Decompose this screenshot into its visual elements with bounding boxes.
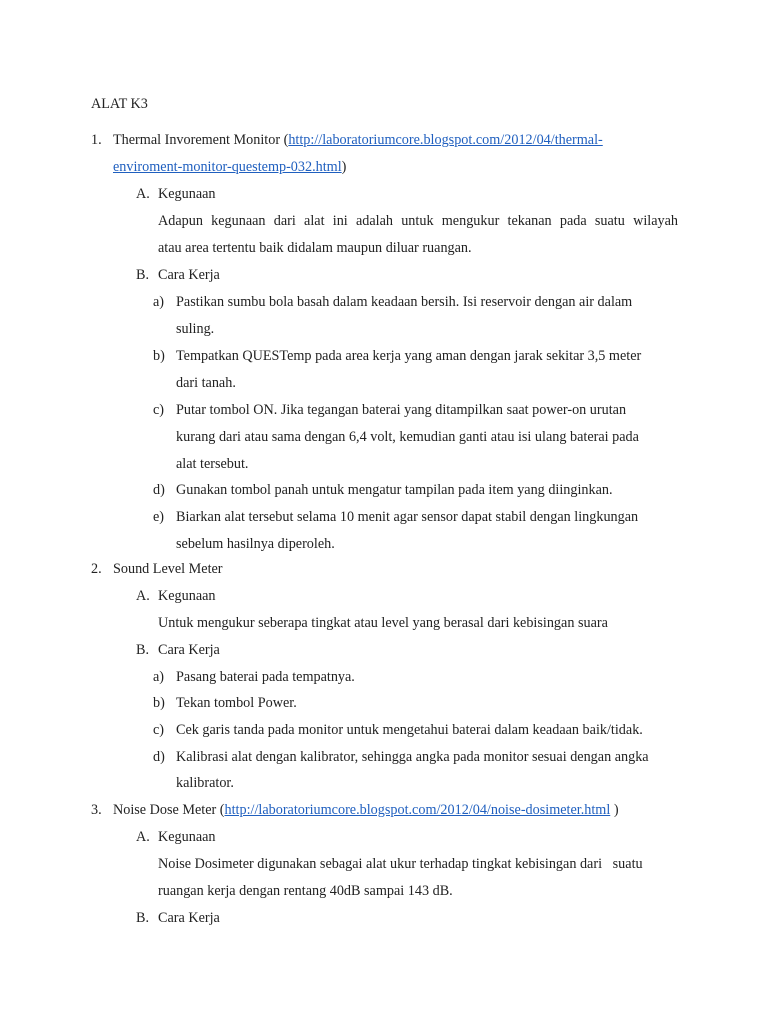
item-3-a-text-line1: Noise Dosimeter digunakan sebagai alat ukur terhadap tingkat kebisingan dari suatu (158, 856, 643, 872)
item-3-a-marker: A. (136, 829, 150, 845)
item-1-step-c-line3: alat tersebut. (176, 456, 249, 472)
item-3-heading (113, 801, 619, 819)
item-2-step-c-marker: c) (153, 722, 165, 738)
item-1-step-e-line1: Biarkan alat tersebut selama 10 menit agar sensor dapat stabil dengan lingkungan (176, 509, 639, 525)
item-1-step-c-line2: kurang dari atau sama dengan 6,4 volt, kemudian ganti atau isi ulang baterai pada (176, 429, 639, 445)
item-1-step-e-line2: sebelum hasilnya diperoleh. (176, 536, 335, 552)
item-3-number: 3. (91, 802, 102, 818)
item-1-step-a-marker: a) (153, 294, 165, 310)
item-3-a-text-line2: ruangan kerja dengan rentang 40dB sampai 143 dB. (158, 883, 453, 899)
item-2-step-a-line1: Pasang baterai pada tempatnya. (176, 669, 355, 685)
item-1-a-text-line1: Adapun kegunaan dari alat ini adalah untuk mengukur tekanan pada suatu wilayah (158, 213, 678, 229)
item-1-step-c-line1: Putar tombol ON. Jika tegangan baterai yang ditampilkan saat power-on urutan (176, 402, 627, 418)
item-2-step-d-marker: d) (153, 749, 165, 765)
item-2-step-c-line1: Cek garis tanda pada monitor untuk mengetahui baterai dalam keadaan baik/tidak. (176, 722, 643, 738)
item-1-a-text-line2: atau area tertentu baik didalam maupun diluar ruangan. (158, 240, 472, 256)
item-2-a-text-line1: Untuk mengukur seberapa tingkat atau level yang berasal dari kebisingan suara (158, 615, 608, 631)
item-3-a-label: Kegunaan (158, 829, 216, 845)
document-title: ALAT K3 (91, 96, 148, 112)
item-1-step-c-marker: c) (153, 402, 165, 418)
item-1-link-part2[interactable]: enviroment-monitor-questemp-032.html (113, 159, 342, 175)
item-1-step-b-line1: Tempatkan QUESTemp pada area kerja yang aman dengan jarak sekitar 3,5 meter (176, 348, 642, 364)
item-1-step-a-line2: suling. (176, 321, 215, 337)
item-2-number: 2. (91, 561, 102, 577)
item-1-name: Thermal Invorement Monitor ( (113, 132, 289, 148)
item-1-b-marker: B. (136, 267, 150, 283)
item-3-b-label: Cara Kerja (158, 910, 220, 926)
item-1-a-label: Kegunaan (158, 186, 216, 202)
item-1-b-label: Cara Kerja (158, 267, 220, 283)
item-2-step-a-marker: a) (153, 669, 165, 685)
item-1-step-b-line2: dari tanah. (176, 375, 236, 391)
item-3-close-paren: ) (610, 802, 619, 818)
item-3-b-marker: B. (136, 910, 150, 926)
item-1-number: 1. (91, 132, 102, 148)
item-2-step-d-line1: Kalibrasi alat dengan kalibrator, sehingga angka pada monitor sesuai dengan angka (176, 749, 649, 765)
item-2-a-label: Kegunaan (158, 588, 216, 604)
item-2-name: Sound Level Meter (113, 561, 223, 577)
item-1-step-e-marker: e) (153, 509, 165, 525)
item-1-heading-cont (113, 158, 346, 176)
item-2-b-marker: B. (136, 642, 150, 658)
item-1-heading (113, 131, 603, 149)
item-2-a-marker: A. (136, 588, 150, 604)
item-2-step-b-marker: b) (153, 695, 165, 711)
item-1-close-paren: ) (341, 159, 347, 175)
item-3-link[interactable]: http://laboratoriumcore.blogspot.com/2012/04/noise-dosimeter.html (224, 802, 611, 818)
item-2-b-label: Cara Kerja (158, 642, 220, 658)
item-1-link-part1[interactable]: http://laboratoriumcore.blogspot.com/2012/04/thermal- (288, 132, 603, 148)
item-1-step-d-marker: d) (153, 482, 165, 498)
item-2-step-d-line2: kalibrator. (176, 775, 234, 791)
item-1-step-d-line1: Gunakan tombol panah untuk mengatur tampilan pada item yang diinginkan. (176, 482, 613, 498)
item-1-step-b-marker: b) (153, 348, 165, 364)
item-2-step-b-line1: Tekan tombol Power. (176, 695, 297, 711)
item-1-step-a-line1: Pastikan sumbu bola basah dalam keadaan bersih. Isi reservoir dengan air dalam (176, 294, 633, 310)
item-3-name: Noise Dose Meter ( (113, 802, 225, 818)
item-1-a-marker: A. (136, 186, 150, 202)
